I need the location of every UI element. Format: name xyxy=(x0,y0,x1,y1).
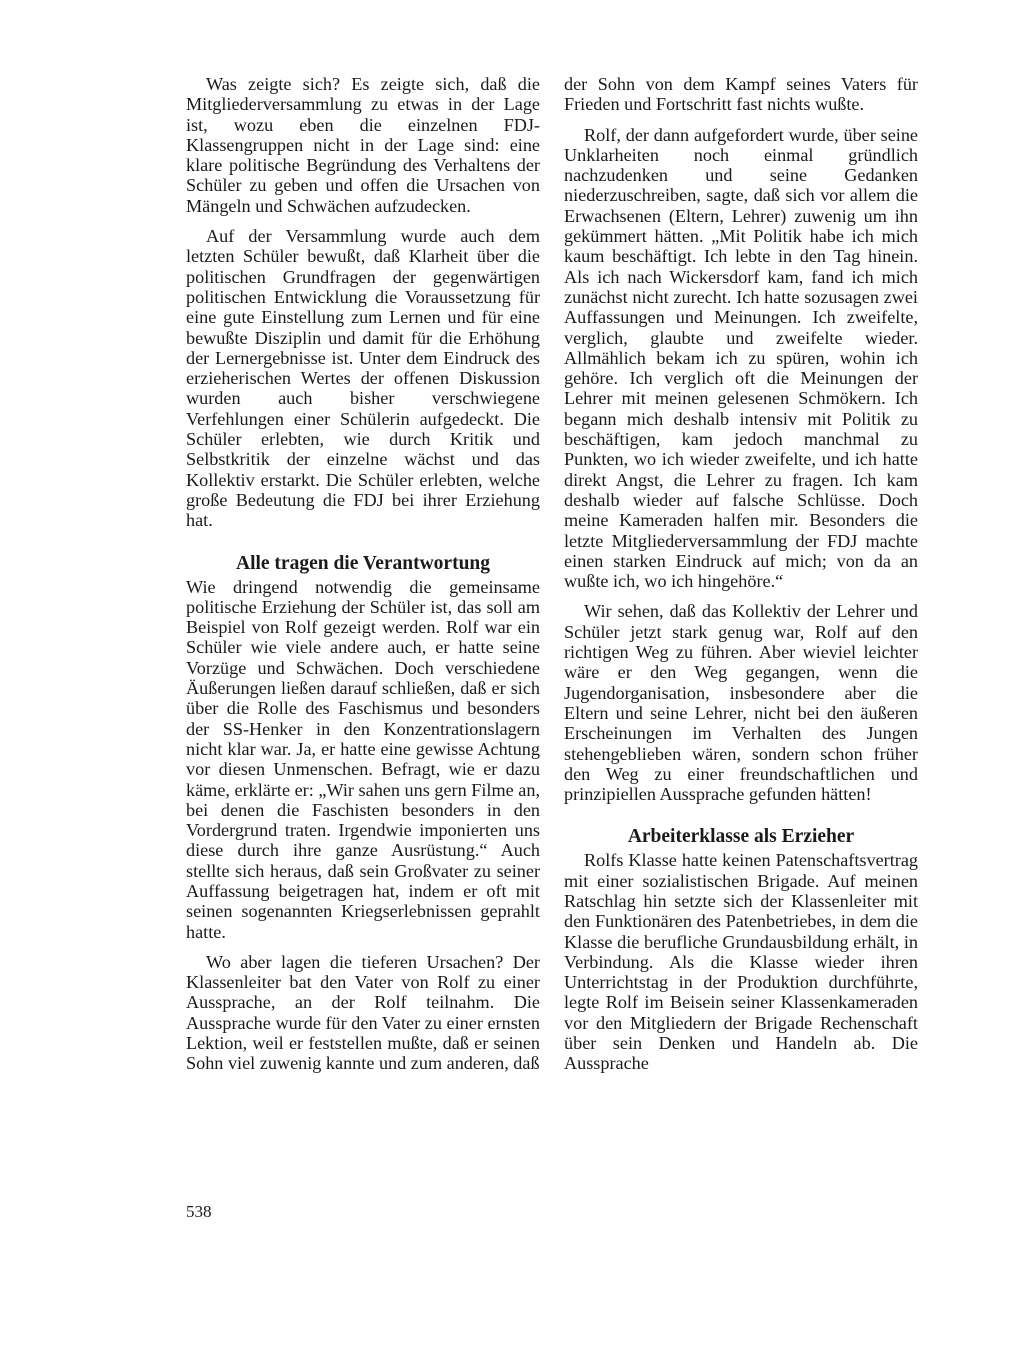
section-heading: Alle tragen die Verantwortung xyxy=(235,552,491,574)
page-number: 538 xyxy=(186,1202,212,1221)
paragraph: Auf der Versammlung wurde auch dem letzten Schüler bewußt, daß Klarheit über die politischen Grundfragen der gegenwärtigen politischen Entwicklung die Voraussetzung für eine gute Einstellung zum Lernen und für eine bewußte Disziplin und damit für die Erhöhung der Lernergebnisse ist. Unter dem Eindruck des erzieherischen Wertes der offenen Diskussion wurden auch bisher verschwiegene Verfehlungen einer Schülerin aufgedeckt. Die Schüler erlebten, wie durch Kritik und Selbstkritik der einzelne wächst und das Kollektiv erstarkt. Die Schüler erlebten, welche große Bedeutung die FDJ bei ihrer Erziehung hat. xyxy=(186,226,540,531)
paragraph: Rolfs Klasse hatte keinen Patenschaftsvertrag mit einer sozialistischen Brigade. Auf meinen Ratschlag hin setzte sich der Klassenleiter mit den Funktionären des Patenbetriebes, in dem die Klasse die berufliche Grundausbildung erhält, in Verbindung. Als die Klasse wieder ihren Unterrichtstag in der Produktion durchführte, legte Rolf im Beisein seiner Klassenkameraden vor den Mitgliedern der Brigade Rechenschaft über sein Denken und Handeln ab. Die Aussprache xyxy=(564,850,918,1074)
paragraph: Rolf, der dann aufgefordert wurde, über seine Unklarheiten noch einmal gründlich nachzudenken und seine Gedanken niederzuschreiben, sagte, daß sich vor allem die Erwachsenen (Eltern, Lehrer) zuwenig um ihn gekümmert hätten. „Mit Politik habe ich mich kaum beschäftigt. Ich lebte in den Tag hinein. Als ich nach Wickersdorf kam, fand ich mich zunächst nicht zurecht. Ich hatte sozusagen zwei Auffassungen und Meinungen. Ich zweifelte, verglich, glaubte und zweifelte wieder. Allmählich bekam ich zu spüren, wohin ich gehöre. Ich verglich oft die Meinungen der Lehrer mit meinen gelesenen Schmökern. Ich begann mich deshalb intensiv mit Politik zu beschäftigen, kam jedoch manchmal zu Punkten, wo ich wieder zweifelte, und ich hatte direkt Angst, die Lehrer zu fragen. Ich kam deshalb wieder auf falsche Schlüsse. Doch meine Kameraden halfen mir. Besonders die letzte Mitgliederversammlung der FDJ machte einen starken Eindruck auf mich; von da an wußte ich, wo ich hingehöre.“ xyxy=(564,124,918,592)
left-column xyxy=(186,74,540,1084)
section-heading: Arbeiterklasse als Erzieher xyxy=(627,826,855,848)
right-column xyxy=(564,74,918,1084)
paragraph: Wie dringend notwendig die gemeinsame politische Erziehung der Schüler ist, das soll am Beispiel von Rolf gezeigt werden. Rolf war ein Schüler wie viele andere auch, er hatte seine Vorzüge und Schwächen. Doch verschiedene Äußerungen ließen darauf schließen, daß er sich über die Rolle des Faschismus und besonders der SS-Henker in den Konzentrationslagern nicht klar war. Ja, er hatte eine gewisse Achtung vor diesen Unmenschen. Befragt, wie er dazu käme, erklärte er: „Wir sahen uns gern Filme an, bei denen die Faschisten besonders in den Vordergrund traten. Irgendwie imponierten uns diese durch ihre ganze Ausrüstung.“ Auch stellte sich heraus, daß sein Großvater zu seiner Auffassung beigetragen hat, indem er oft mit seinen sogenannten Kriegserlebnissen geprahlt hatte. xyxy=(186,576,540,942)
paragraph: Wo aber lagen die tieferen Ursachen? Der Klassenleiter bat den Vater von Rolf zu einer Aussprache, an der Rolf teilnahm. Die Aussprache wurde für den Vater zu einer ernsten Lektion, weil er feststellen mußte, daß er seinen Sohn viel zuwenig kannte und zum anderen, daß xyxy=(186,951,540,1074)
paragraph: Was zeigte sich? Es zeigte sich, daß die Mitgliederversammlung zu etwas in der Lage ist, wozu eben die einzelnen FDJ-Klassengruppen nicht in der Lage sind: eine klare politische Begründung des Verhaltens der Schüler zu geben und offen die Ursachen von Mängeln und Schwächen aufzudecken. xyxy=(186,74,540,216)
paragraph: der Sohn von dem Kampf seines Vaters für Frieden und Fortschritt fast nichts wußte. xyxy=(564,74,918,115)
paragraph: Wir sehen, daß das Kollektiv der Lehrer und Schüler jetzt stark genug war, Rolf auf den richtigen Weg zu führen. Aber wieviel leichter wäre er den Weg gegangen, wenn die Jugendorganisation, insbesondere aber die Eltern und seine Lehrer, nicht bei den äußeren Erscheinungen im Verhalten des Jungen stehengeblieben wären, sondern schon früher den Weg zu einer freundschaftlichen und prinzipiellen Aussprache gefunden hätten! xyxy=(564,601,918,805)
